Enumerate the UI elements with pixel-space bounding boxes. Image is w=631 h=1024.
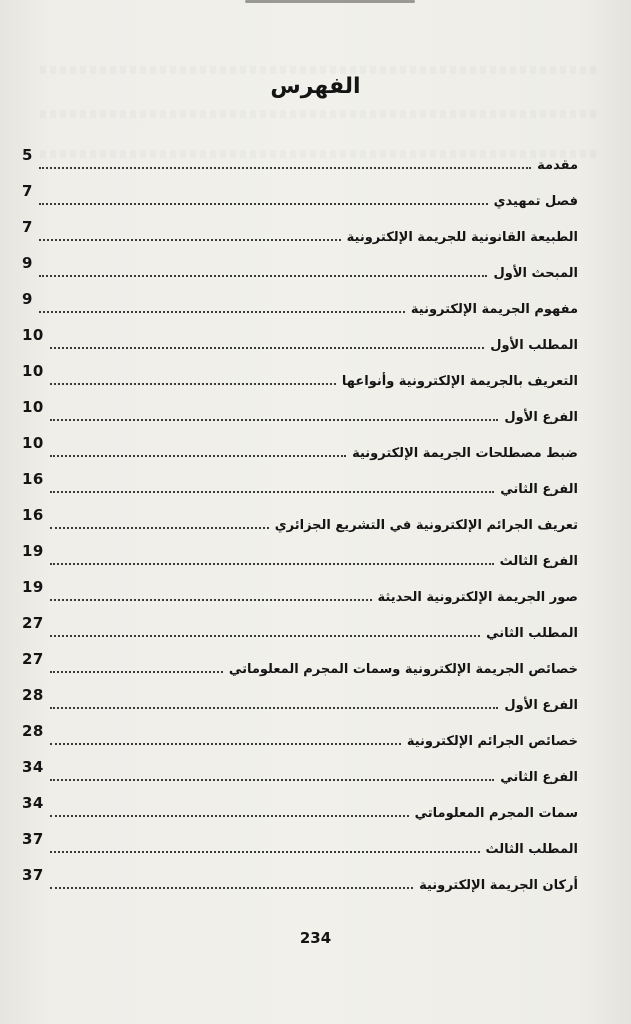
- top-edge-rule: [245, 0, 415, 3]
- toc-entry-label: التعريف بالجريمة الإلكترونية وأنواعها: [341, 374, 578, 389]
- toc-entry: [22, 322, 578, 358]
- toc-entry-label: الفرع الثالث: [499, 554, 578, 569]
- toc-entry-label: تعريف الجرائم الإلكترونية في التشريع الجزائري: [274, 518, 578, 533]
- dot-leader: [50, 779, 494, 781]
- dot-leader: [50, 419, 498, 421]
- toc-entry: [22, 862, 578, 898]
- dot-leader: [39, 311, 405, 313]
- bleed-through: [40, 66, 600, 74]
- dot-leader: [50, 383, 336, 385]
- toc-entry-label: الفرع الثاني: [500, 482, 578, 497]
- dot-leader: [39, 203, 488, 205]
- toc-entry: [22, 286, 578, 322]
- toc-entry-label: المطلب الأول: [490, 338, 578, 353]
- dot-leader: [50, 887, 413, 889]
- toc-page-number: 28: [22, 686, 44, 704]
- dot-leader: [50, 599, 372, 601]
- toc-entry: [22, 430, 578, 466]
- toc-entry-label: المطلب الثاني: [486, 626, 578, 641]
- toc-entry: [22, 574, 578, 610]
- toc-page-number: 10: [22, 362, 44, 380]
- dot-leader: [50, 815, 409, 817]
- toc-page-number: 37: [22, 866, 44, 884]
- toc-entry-label: فصل تمهيدي: [493, 194, 578, 209]
- toc-page-number: 16: [22, 506, 44, 524]
- toc-entry-label: خصائص الجرائم الإلكترونية: [406, 734, 578, 749]
- dot-leader: [39, 167, 531, 169]
- toc-page-number: 9: [22, 254, 33, 272]
- dot-leader: [50, 347, 484, 349]
- toc-page-number: 28: [22, 722, 44, 740]
- dot-leader: [39, 239, 341, 241]
- dot-leader: [39, 275, 488, 277]
- toc-entry-label: المطلب الثالث: [485, 842, 578, 857]
- toc-entry: [22, 466, 578, 502]
- toc-entry-label: الفرع الأول: [504, 410, 578, 425]
- bleed-through: [40, 110, 600, 118]
- dot-leader: [50, 635, 480, 637]
- toc-entry-label: الفرع الأول: [504, 698, 578, 713]
- dot-leader: [50, 527, 269, 529]
- toc-entry: [22, 718, 578, 754]
- toc-entry-label: مفهوم الجريمة الإلكترونية: [410, 302, 578, 317]
- dot-leader: [50, 743, 401, 745]
- toc-entry: [22, 538, 578, 574]
- toc-page-number: 10: [22, 434, 44, 452]
- dot-leader: [50, 707, 498, 709]
- toc-entry: [22, 142, 578, 178]
- toc-page-number: 9: [22, 290, 33, 308]
- toc-page-number: 27: [22, 650, 44, 668]
- toc-page-number: 37: [22, 830, 44, 848]
- toc-entry-label: أركان الجريمة الإلكترونية: [419, 878, 578, 893]
- toc-page-number: 27: [22, 614, 44, 632]
- dot-leader: [50, 491, 494, 493]
- toc-entry-label: صور الجريمة الإلكترونية الحديثة: [377, 590, 578, 605]
- toc-entry: [22, 610, 578, 646]
- page-number: 234: [299, 929, 332, 947]
- toc-entry: [22, 826, 578, 862]
- toc-page-number: 5: [22, 146, 33, 164]
- toc-entry-label: الفرع الثاني: [500, 770, 578, 785]
- toc-entry-label: الطبيعة القانونية للجريمة الإلكترونية: [346, 230, 578, 245]
- toc-entry: [22, 214, 578, 250]
- dot-leader: [50, 671, 223, 673]
- toc-entry: [22, 250, 578, 286]
- toc-entry-label: مقدمة: [537, 158, 578, 173]
- toc-page-number: 16: [22, 470, 44, 488]
- toc-entry: [22, 178, 578, 214]
- toc-entry: [22, 790, 578, 826]
- toc-page-number: 34: [22, 758, 44, 776]
- toc-page-number: 7: [22, 182, 33, 200]
- toc-entry: [22, 754, 578, 790]
- toc-entry-label: المبحث الأول: [493, 266, 578, 281]
- toc-page-number: 34: [22, 794, 44, 812]
- toc-page-number: 10: [22, 326, 44, 344]
- toc-entry-label: خصائص الجريمة الإلكترونية وسمات المجرم المعلوماتي: [228, 662, 578, 677]
- toc-entry: [22, 646, 578, 682]
- toc-page-number: 19: [22, 578, 44, 596]
- dot-leader: [50, 563, 494, 565]
- toc-entry-label: ضبط مصطلحات الجريمة الإلكترونية: [352, 446, 578, 461]
- toc-entry: [22, 358, 578, 394]
- toc-page-number: 19: [22, 542, 44, 560]
- toc-entry: [22, 502, 578, 538]
- dot-leader: [50, 455, 346, 457]
- toc-entry-label: سمات المجرم المعلوماتي: [414, 806, 578, 821]
- toc-page-number: 10: [22, 398, 44, 416]
- table-of-contents: [22, 142, 578, 898]
- dot-leader: [50, 851, 480, 853]
- toc-entry: [22, 682, 578, 718]
- toc-title: الفهرس: [270, 74, 361, 99]
- toc-entry: [22, 394, 578, 430]
- toc-page-number: 7: [22, 218, 33, 236]
